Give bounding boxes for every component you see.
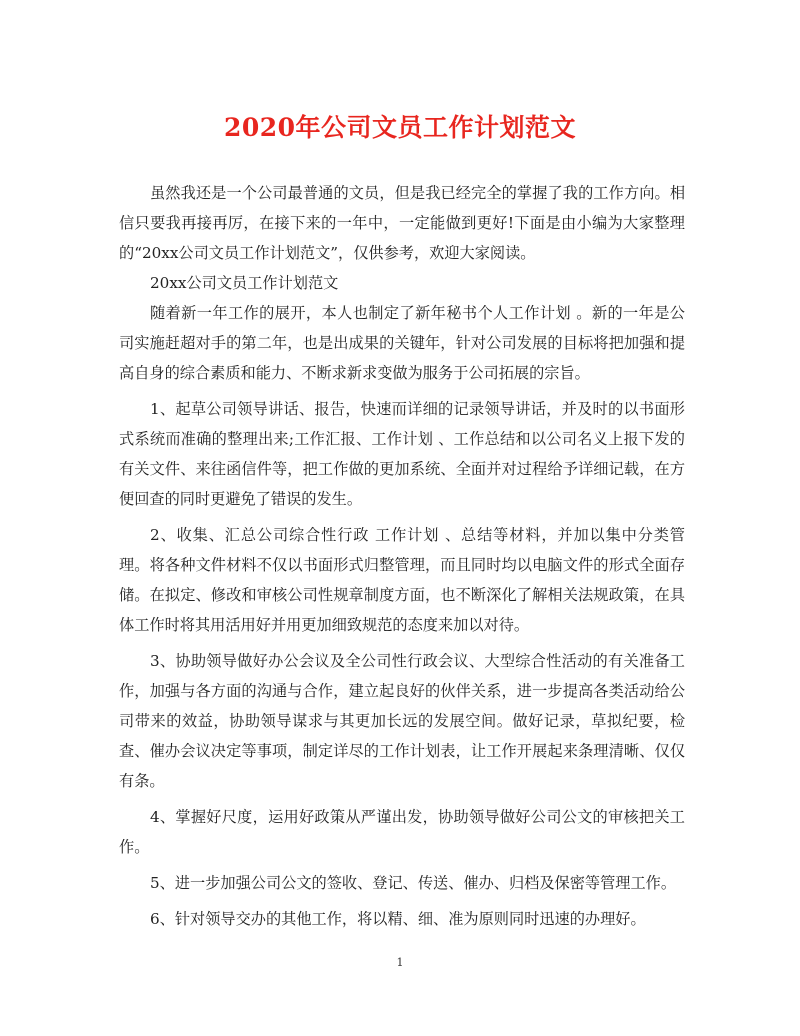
page-number: 1 [396, 956, 404, 969]
intro-paragraph: 虽然我还是一个公司最普通的文员，但是我已经完全的掌握了我的工作方向。相信只要我再接再厉，在接下来的一年中，一定能做到更好!下面是由小编为大家整理的“20xx公司文员工作计划范文”，仅供参考，欢迎大家阅读。 [119, 184, 685, 262]
item-1-paragraph: 1、起草公司领导讲话、报告，快速而详细的记录领导讲话，并及时的以书面形式系统而准确的整理出来;工作汇报、工作计划 、工作总结和以公司名义上报下发的有关文件、来往函信件等，把工作做的更加系统、全面并对过程给予详细记载，在方便回查的同时更避免了错误的发生。 [119, 400, 685, 508]
item-2-paragraph: 2、收集、汇总公司综合性行政 工作计划 、总结等材料，并加以集中分类管理。将各种文件材料不仅以书面形式归整管理，而且同时均以电脑文件的形式全面存储。在拟定、修改和审核公司性规章制度方面，也不断深化了解相关法规政策，在具体工作时将其用活用好并用更加细致规范的态度来加以对待。 [119, 526, 685, 634]
item-3-paragraph: 3、协助领导做好办公会议及全公司性行政会议、大型综合性活动的有关准备工作，加强与各方面的沟通与合作，建立起良好的伙伴关系，进一步提高各类活动给公司带来的效益，协助领导谋求与其更加长远的发展空间。做好记录，草拟纪要，检查、催办会议决定等事项，制定详尽的工作计划表，让工作开展起来条理清晰、仅仅有条。 [119, 652, 685, 790]
item-6-paragraph: 6、针对领导交办的其他工作，将以精、细、准为原则同时迅速的办理好。 [150, 910, 646, 928]
item-5-paragraph: 5、进一步加强公司公文的签收、登记、传送、催办、归档及保密等管理工作。 [150, 874, 677, 892]
overview-paragraph: 随着新一年工作的展开，本人也制定了新年秘书个人工作计划 。新的一年是公司实施赶超对手的第二年，也是出成果的关键年，针对公司发展的目标将把加强和提高自身的综合素质和能力、不断求新求变做为服务于公司拓展的宗旨。 [119, 304, 685, 382]
item-4-paragraph: 4、掌握好尺度，运用好政策从严谨出发，协助领导做好公司公文的审核把关工作。 [119, 808, 685, 856]
document-title: 2020年公司文员工作计划范文 [223, 113, 577, 142]
section-subtitle: 20xx公司文员工作计划范文 [150, 274, 339, 292]
document-body [119, 178, 685, 934]
